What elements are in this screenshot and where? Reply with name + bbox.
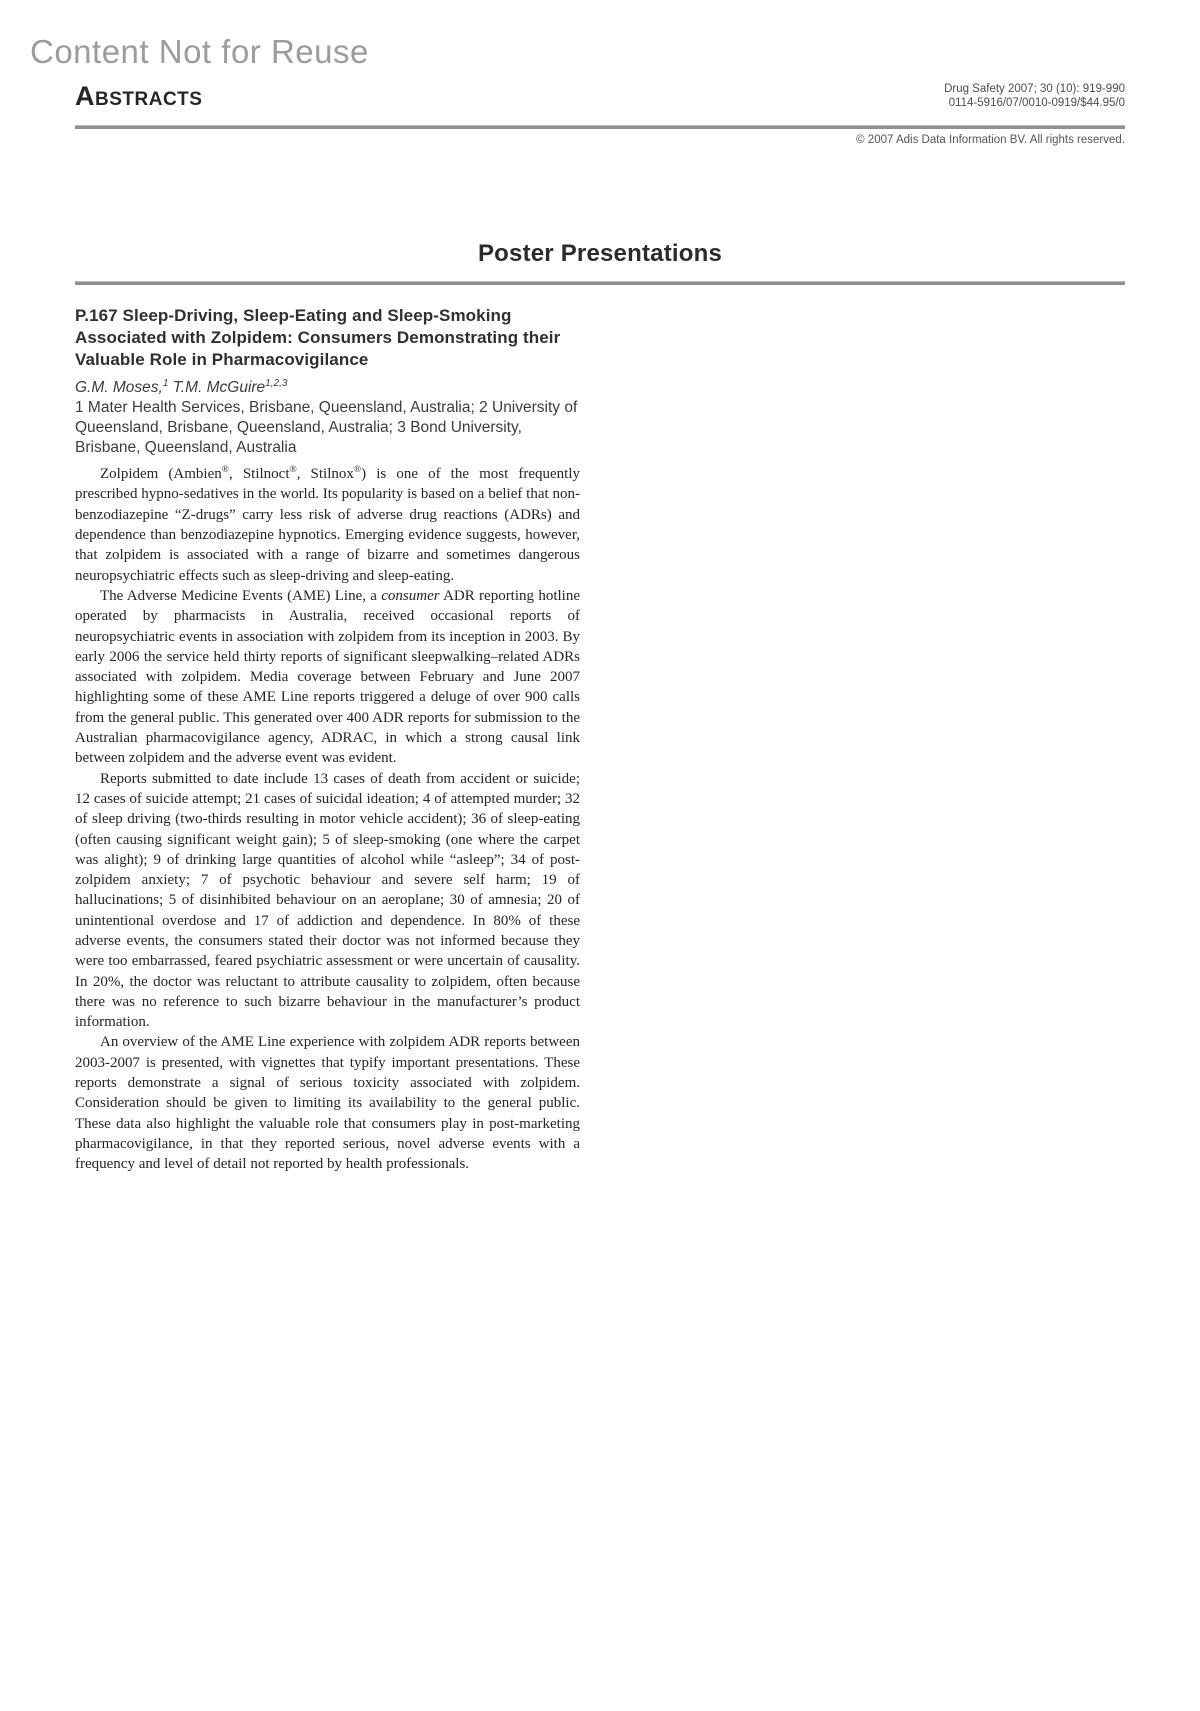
heading-rule [75, 281, 1125, 285]
abstract-paragraph: Reports submitted to date include 13 cases of death from accident or suicide; 12 cases of suicide attempt; 21 cases of suicidal ideation; 4 of attempted murder; 32 of sleep driving (two-thirds resulting in motor vehicle accident); 36 of sleep-eating (often causing significant weight gain); 5 of sleep-smoking (one where the carpet was alight); 9 of drinking large quantities of alcohol while “asleep”; 34 of post-zolpidem anxiety; 7 of psychotic behaviour and severe self harm; 19 of hallucinations; 5 of disinhibited behaviour on an aeroplane; 30 of amnesia; 20 of unintentional overdose and 17 of addiction and dependence. In 80% of these adverse events, the consumers stated their doctor was not informed because they were too embarrassed, feared psychiatric assessment or were uncertain of causality. In 20%, the doctor was reluctant to attribute causality to zolpidem, often because there was no reference to such bizarre behaviour in the manufacturer’s product information. [75, 770, 580, 1031]
section-label-abstracts: Abstracts [75, 81, 203, 111]
copyright-line: © 2007 Adis Data Information BV. All rights reserved. [856, 134, 1125, 146]
abstract-p167 [75, 305, 580, 1175]
journal-issn-line: 0114-5916/07/0010-0919/$44.95/0 [948, 97, 1125, 109]
journal-citation-line1: Drug Safety 2007; 30 (10): 919-990 [944, 83, 1125, 95]
abstract-title: P.167 Sleep-Driving, Sleep-Eating and Sleep-Smoking Associated with Zolpidem: Consumers Demonstrating their Valuable Role in Pharmacovigilance [75, 306, 561, 369]
page-heading: Poster Presentations [477, 240, 723, 267]
masthead [75, 82, 1125, 110]
watermark-text: Content Not for Reuse [30, 33, 369, 70]
masthead-rule [75, 125, 1125, 129]
abstract-paragraph: The Adverse Medicine Events (AME) Line, a consumer ADR reporting hotline operated by pharmacists in Australia, received occasional reports of neuropsychiatric events in association with zolpidem from its inception in 2003. By early 2006 the service held thirty reports of significant sleepwalking–related ADRs associated with zolpidem. Media coverage between February and June 2007 highlighting some of these AME Line reports triggered a deluge of over 900 calls from the general public. This generated over 400 ADR reports for submission to the Australian pharmacovigilance agency, ADRAC, in which a strong causal link between zolpidem and the adverse event was evident. [75, 587, 580, 767]
abstract-affiliations: 1 Mater Health Services, Brisbane, Queensland, Australia; 2 University of Queensland, Brisbane, Queensland, Australia; 3 Bond University, Brisbane, Queensland, Australia [75, 399, 578, 457]
abstract-paragraph: Zolpidem (Ambien®, Stilnoct®, Stilnox®) is one of the most frequently prescribed hypno-sedatives in the world. Its popularity is based on a belief that non-benzodiazepine “Z-drugs” carry less risk of adverse drug reactions (ADRs) and dependence than benzodiazepine hypnotics. Emerging evidence suggests, however, that zolpidem is associated with a range of bizarre and sometimes dangerous neuropsychiatric effects such as sleep-driving and sleep-eating. [75, 465, 580, 584]
abstract-authors: G.M. Moses,$^1$ T.M. McGuire$^{1,2,3}$ [75, 378, 288, 397]
abstract-body [75, 460, 580, 1174]
journal-citation [944, 82, 1125, 110]
abstract-paragraph: An overview of the AME Line experience with zolpidem ADR reports between 2003-2007 is presented, with vignettes that typify important presentations. These reports demonstrate a signal of serious toxicity associated with zolpidem. Consideration should be given to limiting its availability to the general public. These data also highlight the valuable role that consumers play in post-marketing pharmacovigilance, in that they reported serious, novel adverse events with a frequency and level of detail not reported by health professionals. [75, 1034, 580, 1173]
